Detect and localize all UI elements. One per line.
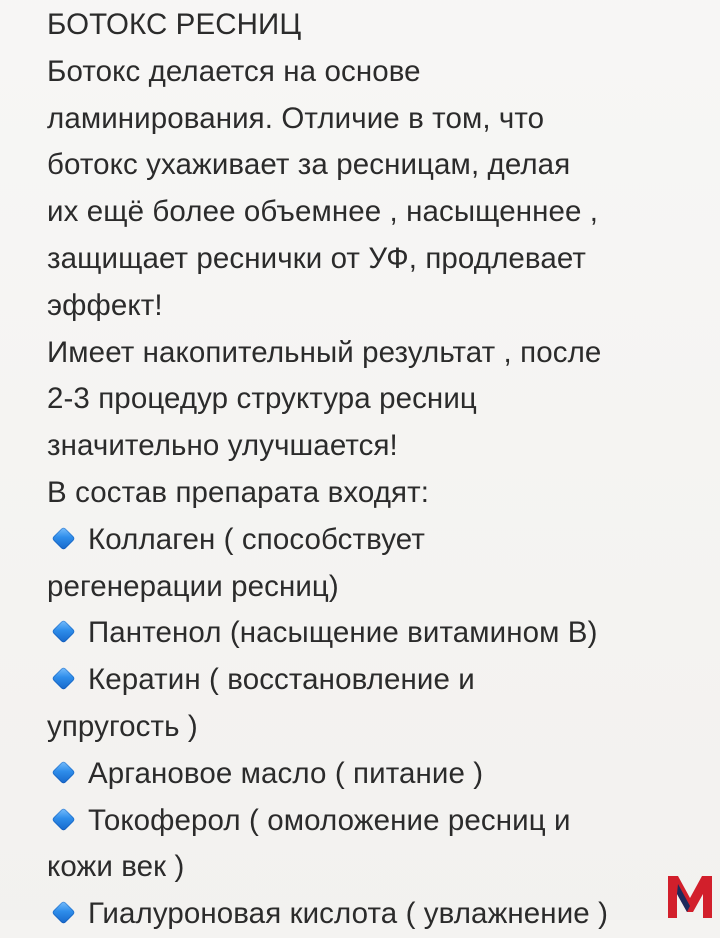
note-paragraph-line: эффект! <box>47 288 163 322</box>
ingredient-item <box>47 751 712 798</box>
note-paragraph-line: защищает реснички от УФ, продлевает <box>47 241 586 275</box>
blue-diamond-icon <box>51 760 75 784</box>
note-paragraph-line: 2-3 процедур структура ресниц <box>47 382 477 416</box>
blue-diamond-icon <box>51 526 75 550</box>
ingredient-continuation: кожи век ) <box>47 850 185 884</box>
ingredient-label: Кератин ( восстановление и <box>88 663 475 697</box>
m-logo-red-stroke <box>668 876 712 918</box>
blue-diamond-icon <box>51 807 75 831</box>
note-paragraph-line: ламинирования. Отличие в том, что <box>47 101 545 135</box>
ingredient-item <box>47 891 712 938</box>
ingredients-heading: В состав препарата входят: <box>47 475 430 509</box>
ingredient-item <box>47 657 712 704</box>
ingredient-label: Токоферол ( омоложение ресниц и <box>88 803 571 837</box>
ingredient-item <box>47 610 712 657</box>
note-paragraph-line: значительно улучшается! <box>47 429 398 463</box>
blue-diamond-icon <box>51 901 75 925</box>
blue-diamond-icon <box>51 620 75 644</box>
m-logo-icon <box>664 868 716 920</box>
note-paragraph-line: их ещё более объемнее , насыщеннее , <box>47 195 599 229</box>
note-text-body[interactable] <box>47 2 712 938</box>
blue-diamond-icon <box>51 667 75 691</box>
ingredient-continuation: упругость ) <box>47 709 198 743</box>
note-paragraph-line: Имеет накопительный результат , после <box>47 335 602 369</box>
note-title: БОТОКС РЕСНИЦ <box>47 8 302 41</box>
ingredient-continuation: регенерации ресниц) <box>47 569 339 603</box>
ingredient-item <box>47 798 712 845</box>
ingredient-label: Коллаген ( способствует <box>88 522 425 556</box>
note-paragraph-line: ботокс ухаживает за ресницам, делая <box>47 148 571 182</box>
ingredient-label: Гиалуроновая кислота ( увлажнение ) <box>88 897 608 931</box>
note-paragraph-line: Ботокс делается на основе <box>47 54 421 88</box>
ingredient-label: Пантенол (насыщение витамином В) <box>88 616 598 650</box>
ingredient-item <box>47 517 712 564</box>
ingredient-label: Аргановое масло ( питание ) <box>88 756 484 790</box>
